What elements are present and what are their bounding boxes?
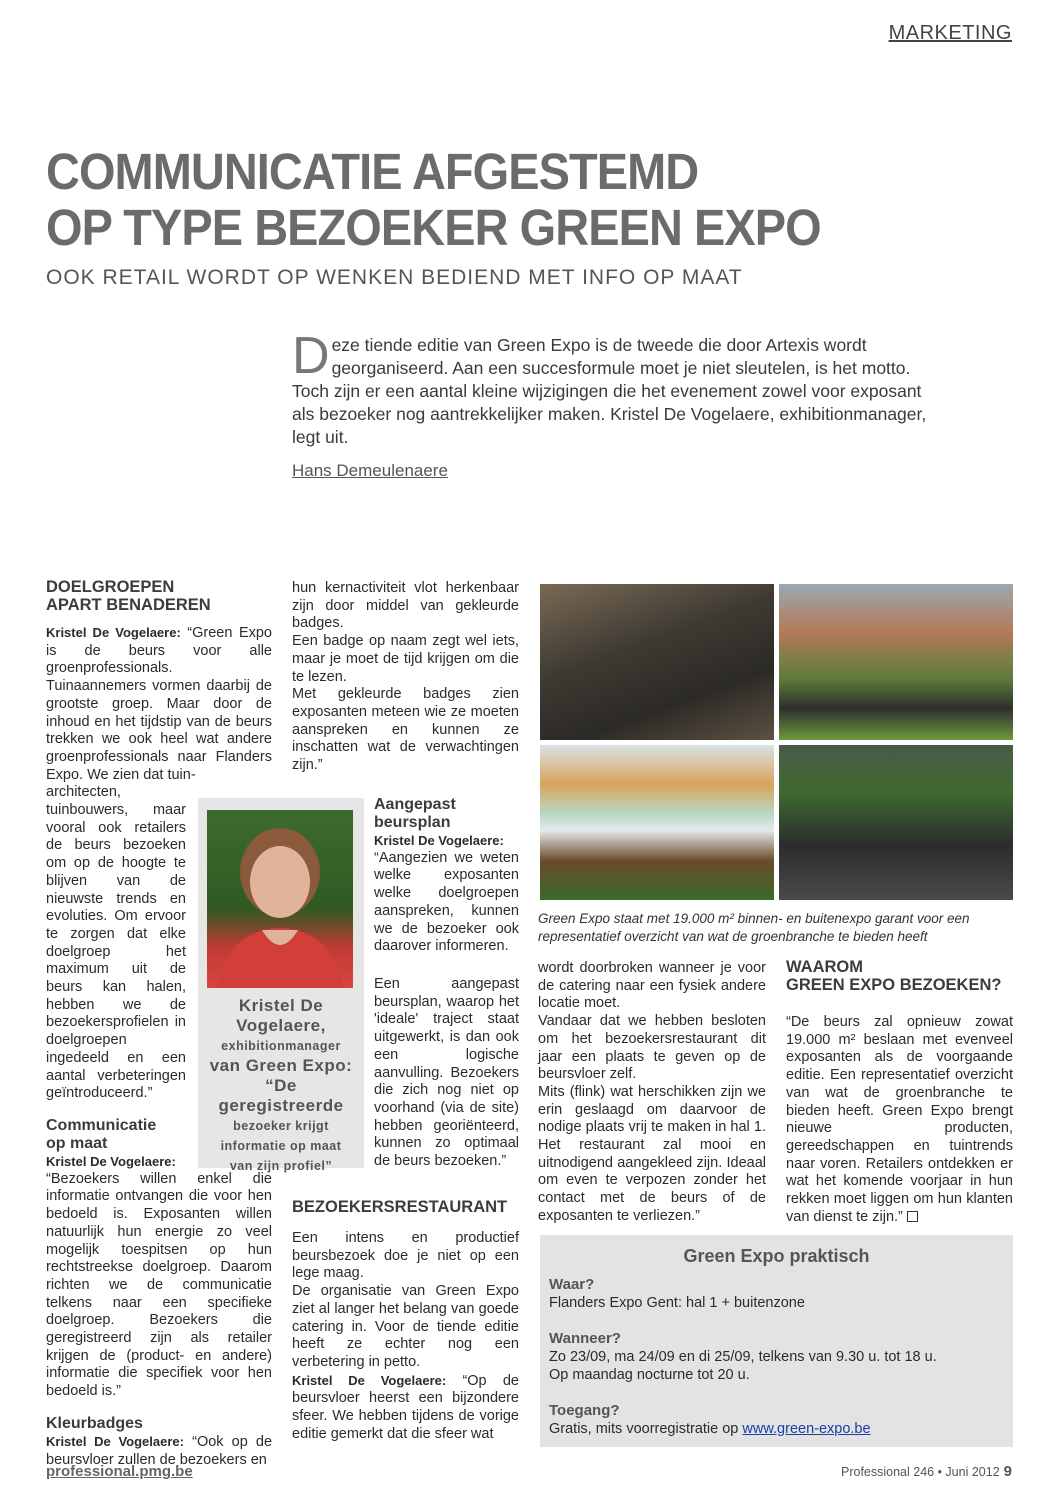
paragraph: Mits (flink) wat herschikken zijn we erin geslaagd om daarvoor de nodige plaats vrij te maken in hal 1. Het restaurant zal mooi en uitnodigend aangekleed zijn. Ideaal om even te verpozen zonder het contact met de beurs of de exposanten te verliezen.”: [538, 1083, 766, 1224]
paragraph: [786, 1014, 1013, 1226]
toegang-text: Gratis, mits voorregistratie op: [549, 1421, 743, 1437]
speaker-label: Kristel De Vogelaere:: [46, 1433, 184, 1449]
intro-text: eze tiende editie van Green Expo is de tweede die door Artexis wordt georganiseerd. Aan een succesformule moet je niet sleutelen, is het motto. Toch zijn er een aantal kleine wijzigingen die het evenement zowel voor exposant als bezoeker nog aantrekkelijker maken. Kristel De Vogelaere, exhibitionmanager, legt uit.: [292, 335, 927, 447]
quote-line: “De geregistreerde: [218, 1076, 344, 1115]
subheading: Kleurbadges: [46, 1414, 143, 1432]
paragraph: “Bezoekers willen enkel die informatie ontvangen die voor hen bedoeld is. Exposanten willen natuurlijk hun energie zo veel mogelijk toespitsen op hun rechtstreekse doelgroep. Daarom richten we de communicatie telkens naar een specifieke doelgroep. Bezoekers die geregistreerd zijn als retailer krijgen de (product- en andere) informatie die specifiek voor hen bedoeld is.”: [46, 1170, 272, 1400]
quote-line: Vogelaere,: [236, 1016, 326, 1035]
outdoor-machinery-photo: [779, 584, 1013, 740]
speaker-label: Kristel De Vogelaere:: [374, 833, 504, 848]
subheading-2: op maat: [46, 1134, 108, 1152]
paragraph: De organisatie van Green Expo ziet al langer het belang van goede catering in. Voor de tiende editie heeft ze echter nog een verbetering in petto.: [292, 1283, 519, 1370]
issue-label: Professional 246 • Juni 2012: [841, 1465, 1000, 1479]
info-label-toegang: Toegang?: [549, 1402, 620, 1419]
portrait-photo: [207, 810, 353, 988]
column-2-bottom: [292, 1198, 519, 1443]
paragraph-text: “Green Expo is de beurs voor alle groenprofessionals. Tuinaannemers vormen daarbij de grootste groep. Maar door de inhoud en het tijdstip van de beurs trekken we ook heel wat andere groenprofessionals naar Flanders Expo. We zien dat tuin-: [46, 625, 272, 783]
quote-line: exhibitionmanager: [221, 1039, 341, 1053]
quote-line: van Green Expo:: [209, 1056, 353, 1075]
paragraph: Met gekleurde badges zien exposanten meteen wie ze moeten aanspreken en kunnen ze inschatten wat de verwachtingen zijn.”: [292, 686, 519, 774]
section-heading-2: APART BENADEREN: [46, 596, 211, 614]
subheadline: OOK RETAIL WORDT OP WENKEN BEDIEND MET INFO OP MAAT: [46, 266, 743, 289]
paragraph: Een intens en productief beursbezoek doe je niet op een lege maag.: [292, 1230, 519, 1282]
intro-paragraph: [292, 327, 932, 449]
pull-quote: [203, 996, 359, 1176]
footer-issue: [841, 1463, 1012, 1480]
section-heading: WAAROM: [786, 958, 863, 976]
column-4: [786, 958, 1013, 1226]
page-number: 9: [1003, 1463, 1012, 1480]
column-2-continued: [374, 976, 519, 1171]
info-value-toegang: [549, 1420, 1009, 1438]
section-label: MARKETING: [888, 22, 1012, 44]
paragraph: “Aangezien we weten welke exposanten welke doelgroepen aanspreken, kunnen we de bezoeker ook daarover informeren.: [374, 849, 519, 955]
dropcap: D: [292, 327, 330, 385]
speaker-label: Kristel De Vogelaere:: [292, 1372, 447, 1388]
speaker-label: Kristel De Vogelaere:: [46, 625, 181, 640]
info-value-wanneer-2: Op maandag nocturne tot 20 u.: [549, 1367, 750, 1383]
paragraph: Vandaar dat we hebben besloten om het bezoekersrestaurant dit jaar een plaats te geven op de beursvloer zelf.: [538, 1013, 766, 1083]
subheading: Communicatie: [46, 1116, 157, 1134]
column-2: [292, 580, 519, 775]
headline: [46, 144, 874, 256]
column-3: [538, 960, 766, 1226]
exhibition-hall-crowd-photo: [540, 584, 774, 740]
paragraph: architecten, tuinbouwers, maar vooral ook retailers de beurs bezoeken om op de hoogte te blijven van de nieuwste trends en evoluties. Om ervoor te zorgen dat elke doelgroep het maximum uit de beurs kan halen, hebben we de bezoekersprofielen in doelgroepen ingedeeld en een aantal verbeteringen geïntroduceerd.”: [46, 784, 186, 1102]
author-link[interactable]: Hans Demeulenaere: [292, 461, 448, 480]
footer-site-link[interactable]: professional.pmg.be: [46, 1463, 193, 1480]
headline-line-1: COMMUNICATIE AFGESTEMD: [46, 143, 699, 200]
info-value-waar: Flanders Expo Gent: hal 1 + buitenzone: [549, 1295, 805, 1311]
website-link[interactable]: www.green-expo.be: [742, 1421, 871, 1437]
paragraph: Een aangepast beursplan, waarop het 'ideale' traject staat uitgewerkt, is dan ook een logische aanvulling. Bezoekers die zich nog niet op voorhand (via de site) hebben georiënteerd, kunnen zo optimaal de beurs bezoeken.”: [374, 976, 519, 1170]
person-illustration: [207, 810, 353, 988]
headline-line-2: OP TYPE BEZOEKER GREEN EXPO: [46, 199, 821, 256]
garden-products-shelf-photo: [540, 745, 774, 900]
quote-line: bezoeker krijgt: [233, 1119, 329, 1133]
info-box-content: [549, 1276, 1009, 1438]
section-heading-2: GREEN EXPO BEZOEKEN?: [786, 976, 1002, 994]
end-mark-icon: [907, 1211, 918, 1222]
section-heading: DOELGROEPEN: [46, 578, 175, 596]
indoor-booth-crowd-photo: [779, 745, 1013, 900]
column-2-inset: [374, 796, 519, 956]
quote-line: informatie op maat: [220, 1139, 342, 1153]
paragraph: hun kernactiviteit vlot herkenbaar zijn door middel van gekleurde badges.: [292, 580, 519, 632]
speaker-label: Kristel De Vogelaere:: [46, 1153, 176, 1169]
paragraph: wordt doorbroken wanneer je voor de catering naar een fysiek andere locatie moet.: [538, 960, 766, 1012]
paragraph-text: “Op de beursvloer heerst een bijzondere sfeer. We hebben tijdens de vorige editie gemerkt dat die sfeer wat: [292, 1372, 519, 1442]
info-box-title: Green Expo praktisch: [683, 1246, 870, 1266]
photo-caption: Green Expo staat met 19.000 m² binnen- en buitenexpo garant voor een representatief overzicht van wat de groenbranche te bieden heeft: [538, 911, 970, 944]
subheading: Aangepast: [374, 796, 456, 813]
quote-line: Kristel De: [238, 996, 324, 1015]
paragraph-text: “De beurs zal opnieuw zowat 19.000 m² beslaan met evenveel exposanten als de voorgaande editie. Een representatief overzicht van wat de groenbranche te bieden heeft. Green Expo brengt nieuwe producten, gereedschappen en tuintrends naar voren. Retailers ontdekken er wat het komende voorjaar in hun rekken moet liggen om hun klanten van dienst te zijn.”: [786, 1014, 1013, 1225]
paragraph-text: “Ook op de beursvloer zullen de bezoekers en: [46, 1433, 273, 1468]
info-value-wanneer: Zo 23/09, ma 24/09 en di 25/09, telkens van 9.30 u. tot 18 u.: [549, 1349, 937, 1365]
subheading-2: beursplan: [374, 814, 451, 831]
quote-line: van zijn profiel”: [229, 1159, 333, 1173]
paragraph: Een badge op naam zegt wel iets, maar je moet de tijd krijgen om die te lezen.: [292, 633, 519, 685]
paragraph: [46, 624, 272, 784]
section-heading: BEZOEKERSRESTAURANT: [292, 1198, 508, 1216]
paragraph: [292, 1372, 519, 1444]
info-label-waar: Waar?: [549, 1276, 595, 1293]
info-label-wanneer: Wanneer?: [549, 1330, 621, 1347]
